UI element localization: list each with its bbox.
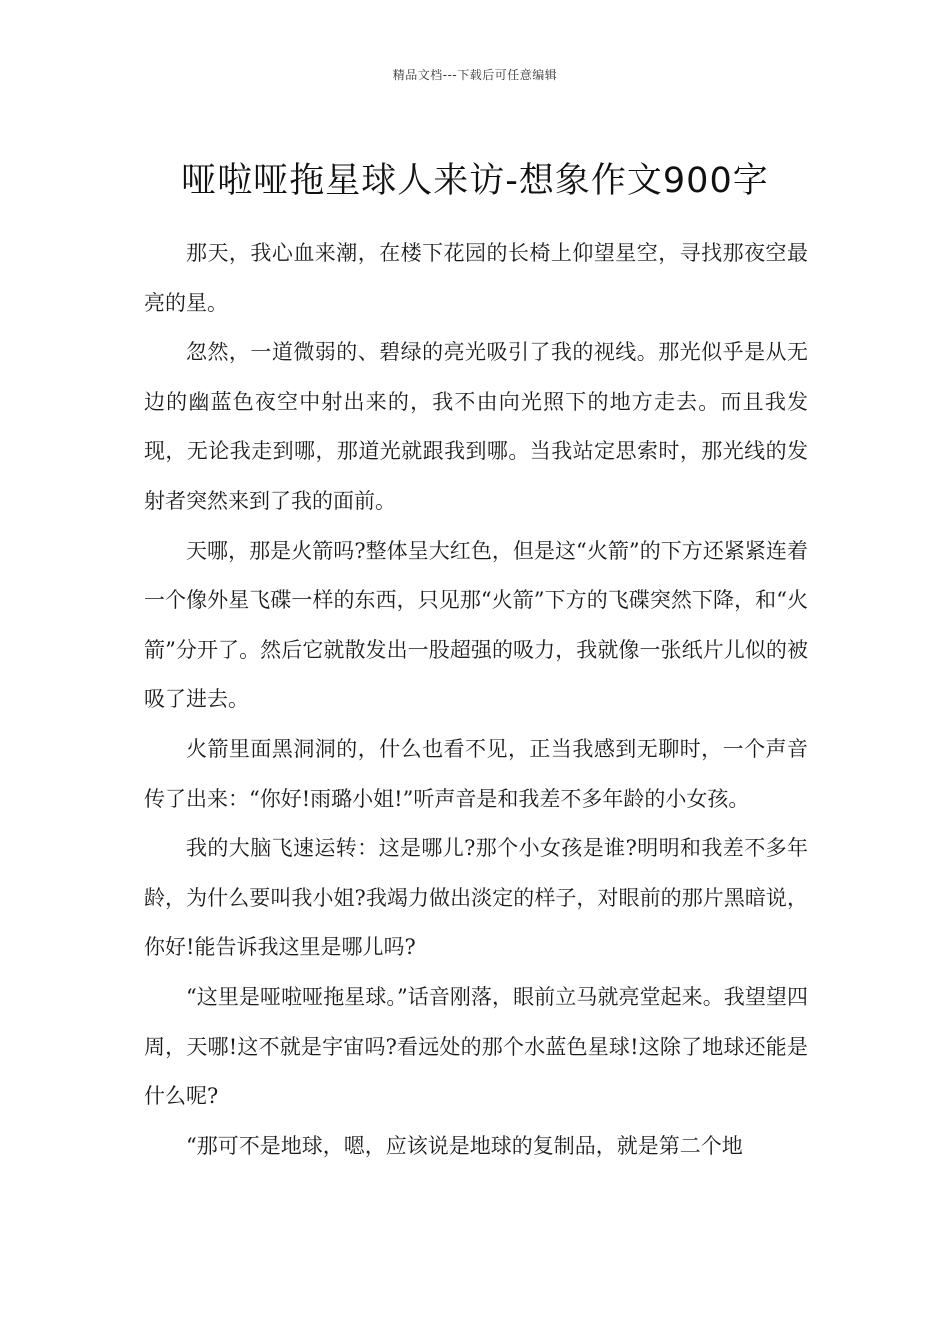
paragraph: 我的大脑飞速运转：这是哪儿?那个小女孩是谁?明明和我差不多年龄，为什么要叫我小姐?我竭力做出淡定的样子，对眼前的那片黑暗说，你好!能告诉我这里是哪儿吗?: [144, 836, 808, 960]
page-title: 哑啦哑拖星球人来访-想象作文900字: [181, 161, 769, 202]
paragraph: “这里是哑啦哑拖星球。”话音刚落，眼前立马就亮堂起来。我望望四周，天哪!这不就是宇宙吗?看远处的那个水蓝色星球!这除了地球还能是什么呢?: [144, 984, 808, 1109]
paragraph: 那天，我心血来潮，在楼下花园的长椅上仰望星空，寻找那夜空最亮的星。: [144, 241, 808, 315]
paragraph: 天哪，那是火箭吗?整体呈大红色，但是这“火箭”的下方还紧紧连着一个像外星飞碟一样的东西，只见那“火箭”下方的飞碟突然下降，和“火箭”分开了。然后它就散发出一股超强的吸力，我就像一张纸片儿似的被吸了进去。: [144, 538, 808, 712]
paragraph: 忽然，一道微弱的、碧绿的亮光吸引了我的视线。那光似乎是从无边的幽蓝色夜空中射出来的，我不由向光照下的地方走去。而且我发现，无论我走到哪，那道光就跟我到哪。当我站定思索时，那光线的发射者突然来到了我的面前。: [144, 340, 808, 513]
paragraph: 火箭里面黑洞洞的，什么也看不见，正当我感到无聊时，一个声音传了出来：“你好!雨璐小姐!”听声音是和我差不多年龄的小女孩。: [144, 736, 808, 811]
article-body: [144, 229, 808, 1171]
header-note: 精品文档---下载后可任意编辑: [392, 68, 558, 82]
paragraph: “那可不是地球，嗯，应该说是地球的复制品，就是第二个地: [186, 1133, 743, 1158]
